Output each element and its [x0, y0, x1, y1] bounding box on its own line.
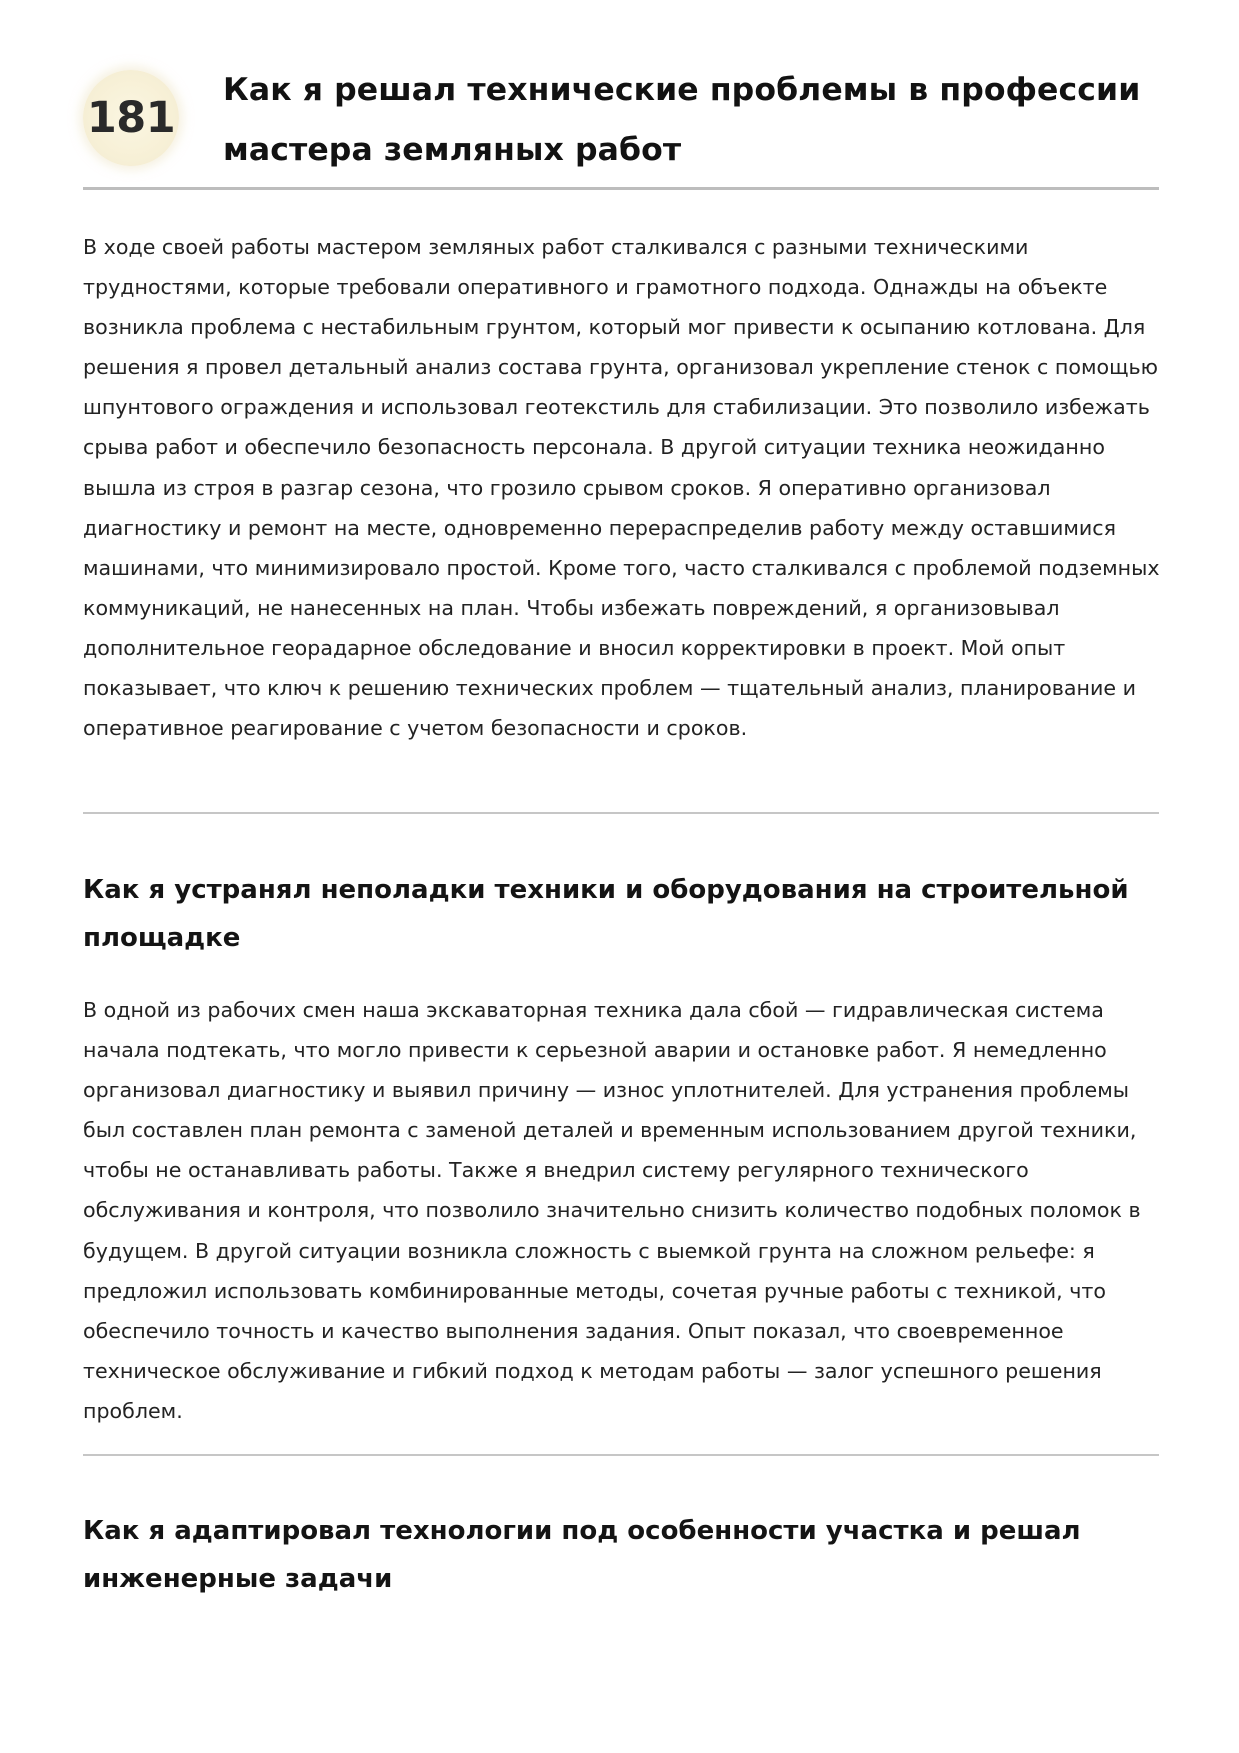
document-page [83, 0, 1160, 1594]
section-divider-1 [83, 812, 1159, 814]
chapter-title: Как я решал технические проблемы в профессии мастера земляных работ [223, 72, 1141, 168]
header-divider [83, 187, 1159, 190]
section-2-title: Как я устранял неполадки техники и оборудования на строительной площадке [83, 875, 1129, 953]
section-divider-2 [83, 1454, 1159, 1456]
section-3-title: Как я адаптировал технологии под особенности участка и решал инженерные задачи [83, 1516, 1081, 1594]
chapter-number: 181 [86, 93, 176, 143]
section-1-paragraph: В ходе своей работы мастером земляных работ сталкивался с разными техническими трудностями, которые требовали оперативного и грамотного подхода. Однажды на объекте возникла проблема с нестабильным грунтом, который мог привести к осыпанию котлована. Для решения я провел детальный анализ состава грунта, организовал укрепление стенок с помощью шпунтового ограждения и использовал геотекстиль для стабилизации. Это позволило избежать срыва работ и обеспечило безопасность персонала. В другой ситуации техника неожиданно вышла из строя в разгар сезона, что грозило срывом сроков. Я оперативно организовал диагностику и ремонт на месте, одновременно перераспределив работу между оставшимися машинами, что минимизировало простой. Кроме того, часто сталкивался с проблемой подземных коммуникаций, не нанесенных на план. Чтобы избежать повреждений, я организовывал дополнительное георадарное обследование и вносил корректировки в проект. Мой опыт показывает, что ключ к решению технических проблем — тщательный анализ, планирование и оперативное реагирование с учетом безопасности и сроков. [83, 235, 1160, 741]
section-2-paragraph: В одной из рабочих смен наша экскаваторная техника дала сбой — гидравлическая система начала подтекать, что могло привести к серьезной аварии и остановке работ. Я немедленно организовал диагностику и выявил причину — износ уплотнителей. Для устранения проблемы был составлен план ремонта с заменой деталей и временным использованием другой техники, чтобы не останавливать работы. Также я внедрил систему регулярного технического обслуживания и контроля, что позволило значительно снизить количество подобных поломок в будущем. В другой ситуации возникла сложность с выемкой грунта на сложном рельефе: я предложил использовать комбинированные методы, сочетая ручные работы с техникой, что обеспечило точность и качество выполнения задания. Опыт показал, что своевременное техническое обслуживание и гибкий подход к методам работы — залог успешного решения проблем. [83, 998, 1141, 1423]
chapter-header [83, 0, 1159, 190]
chapter-number-badge [83, 70, 179, 166]
